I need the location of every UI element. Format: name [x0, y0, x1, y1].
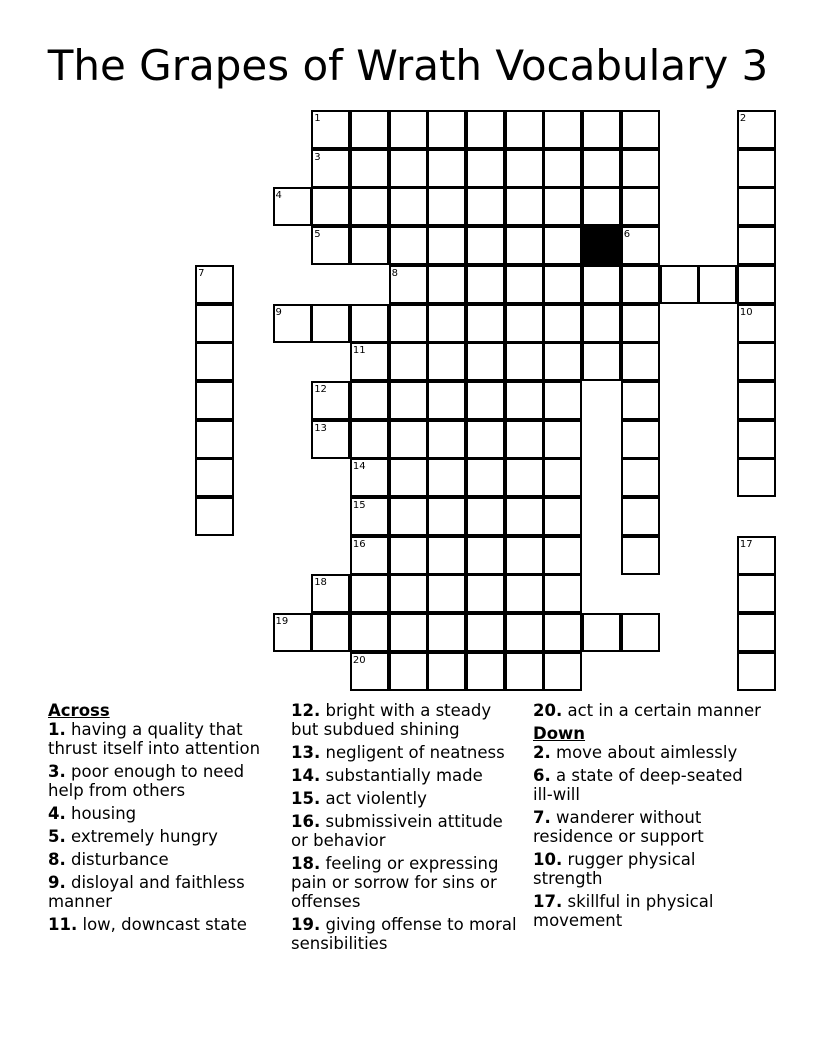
clue-number: 8.	[48, 850, 66, 869]
grid-cell[interactable]	[466, 458, 505, 497]
grid-cell[interactable]	[505, 381, 544, 420]
grid-cell[interactable]	[427, 497, 466, 536]
clue-text: housing	[71, 804, 137, 823]
grid-cell[interactable]	[543, 149, 582, 188]
grid-cell[interactable]	[582, 304, 621, 343]
clue-text: having a quality that thrust itself into attention	[48, 720, 261, 758]
cell-number: 11	[352, 345, 366, 357]
grid-cell[interactable]	[621, 265, 660, 304]
grid-cell[interactable]	[737, 304, 776, 343]
clue-text: feeling or expressing pain or sorrow for sins or offenses	[291, 854, 499, 911]
grid-cell[interactable]	[582, 149, 621, 188]
clue-text: rugger physical strength	[533, 850, 696, 888]
grid-cell[interactable]	[543, 652, 582, 691]
cell-number: 18	[314, 577, 327, 589]
grid-cell[interactable]	[505, 574, 544, 613]
grid-cell[interactable]	[389, 149, 428, 188]
clue-number: 11.	[48, 915, 78, 934]
grid-cell[interactable]	[543, 226, 582, 265]
grid-cell[interactable]	[660, 265, 699, 304]
grid-cell[interactable]	[621, 458, 660, 497]
grid-cell[interactable]	[311, 149, 350, 188]
grid-cell[interactable]	[543, 342, 582, 381]
grid-cell[interactable]	[389, 420, 428, 459]
across-clue	[48, 850, 280, 869]
cell-number: 12	[314, 383, 327, 395]
grid-cell[interactable]	[737, 652, 776, 691]
grid-cell[interactable]	[505, 265, 544, 304]
grid-cell[interactable]	[427, 226, 466, 265]
grid-cell[interactable]	[505, 536, 544, 575]
grid-cell[interactable]	[621, 381, 660, 420]
grid-cell[interactable]	[621, 110, 660, 149]
clue-text: submissivein attitude or behavior	[291, 812, 503, 850]
clue-number: 20.	[533, 701, 563, 720]
across-clue	[48, 873, 280, 911]
grid-cell[interactable]	[582, 342, 621, 381]
grid-cell[interactable]	[505, 342, 544, 381]
grid-cell[interactable]	[543, 110, 582, 149]
grid-cell[interactable]	[273, 304, 312, 343]
grid-cell[interactable]	[195, 381, 234, 420]
grid-cell[interactable]	[466, 265, 505, 304]
clue-text: act violently	[325, 789, 427, 808]
grid-cell[interactable]	[427, 149, 466, 188]
clues-column-2	[291, 701, 521, 957]
grid-cell[interactable]	[311, 420, 350, 459]
clue-text: giving offense to moral sensibilities	[291, 915, 517, 953]
grid-cell[interactable]	[543, 458, 582, 497]
grid-cell[interactable]	[350, 652, 389, 691]
grid-cell[interactable]	[311, 574, 350, 613]
grid-cell[interactable]	[505, 652, 544, 691]
grid-cell[interactable]	[621, 149, 660, 188]
cell-number: 5	[314, 229, 321, 241]
grid-cell[interactable]	[389, 226, 428, 265]
clue-number: 13.	[291, 743, 321, 762]
down-clue	[533, 766, 763, 804]
across-clue	[533, 701, 763, 720]
grid-cell[interactable]	[543, 497, 582, 536]
grid-cell[interactable]	[621, 536, 660, 575]
clue-number: 18.	[291, 854, 321, 873]
grid-cell[interactable]	[737, 187, 776, 226]
grid-cell[interactable]	[350, 304, 389, 343]
clue-text: negligent of neatness	[325, 743, 505, 762]
grid-cell[interactable]	[273, 187, 312, 226]
grid-cell[interactable]	[389, 304, 428, 343]
grid-cell[interactable]	[195, 342, 234, 381]
page-title: The Grapes of Wrath Vocabulary 3	[47, 41, 769, 90]
grid-cell[interactable]	[389, 342, 428, 381]
clue-number: 14.	[291, 766, 321, 785]
grid-cell[interactable]	[389, 187, 428, 226]
grid-cell[interactable]	[466, 652, 505, 691]
cell-number: 10	[739, 306, 753, 318]
grid-cell[interactable]	[505, 149, 544, 188]
down-clue	[533, 743, 763, 762]
grid-cell[interactable]	[427, 574, 466, 613]
grid-cell[interactable]	[737, 265, 776, 304]
cell-number: 20	[352, 654, 366, 666]
grid-cell[interactable]	[389, 574, 428, 613]
grid-cell[interactable]	[505, 226, 544, 265]
grid-cell[interactable]	[582, 613, 621, 652]
grid-cell[interactable]	[350, 381, 389, 420]
clue-text: a state of deep-seated ill-will	[533, 766, 743, 804]
grid-cell[interactable]	[505, 304, 544, 343]
grid-cell[interactable]	[737, 458, 776, 497]
grid-cell[interactable]	[427, 342, 466, 381]
across-clue	[48, 827, 280, 846]
grid-cell[interactable]	[737, 149, 776, 188]
across-clue	[291, 701, 521, 739]
cell-number: 7	[198, 267, 205, 279]
grid-cell[interactable]	[427, 265, 466, 304]
grid-cell[interactable]	[466, 149, 505, 188]
cell-number: 4	[275, 190, 282, 202]
grid-cell[interactable]	[350, 536, 389, 575]
cell-number: 14	[352, 461, 366, 473]
grid-cell[interactable]	[543, 265, 582, 304]
clue-number: 15.	[291, 789, 321, 808]
clue-number: 9.	[48, 873, 66, 892]
grid-cell[interactable]	[505, 497, 544, 536]
grid-cell[interactable]	[543, 536, 582, 575]
clue-number: 4.	[48, 804, 66, 823]
down-clue	[533, 850, 763, 888]
across-clue	[48, 915, 280, 934]
grid-cell[interactable]	[350, 342, 389, 381]
grid-cell[interactable]	[350, 613, 389, 652]
grid-cell[interactable]	[621, 304, 660, 343]
grid-cell[interactable]	[350, 110, 389, 149]
clue-text: poor enough to need help from others	[48, 762, 245, 800]
grid-cell[interactable]	[389, 458, 428, 497]
grid-cell[interactable]	[737, 574, 776, 613]
clue-number: 12.	[291, 701, 321, 720]
across-clue	[291, 789, 521, 808]
grid-cell[interactable]	[466, 304, 505, 343]
grid-cell[interactable]	[427, 420, 466, 459]
clue-text: low, downcast state	[82, 915, 247, 934]
clues-column-3	[533, 701, 763, 934]
grid-cell[interactable]	[427, 187, 466, 226]
grid-cell[interactable]	[350, 458, 389, 497]
grid-cell[interactable]	[505, 110, 544, 149]
grid-cell[interactable]	[389, 381, 428, 420]
grid-cell[interactable]	[543, 187, 582, 226]
down-heading: Down	[533, 724, 586, 743]
grid-cell[interactable]	[311, 187, 350, 226]
cell-number: 19	[275, 616, 289, 628]
grid-cell[interactable]	[273, 613, 312, 652]
across-clue	[291, 915, 521, 953]
grid-cell[interactable]	[543, 381, 582, 420]
grid-cell[interactable]	[427, 613, 466, 652]
grid-cell[interactable]	[582, 187, 621, 226]
grid-cell[interactable]	[427, 536, 466, 575]
cell-number: 2	[739, 113, 747, 124]
grid-cell[interactable]	[505, 187, 544, 226]
grid-cell[interactable]	[195, 265, 234, 304]
grid-cell[interactable]	[621, 497, 660, 536]
grid-cell[interactable]	[389, 497, 428, 536]
across-clue	[291, 766, 521, 785]
grid-cell[interactable]	[737, 613, 776, 652]
grid-cell[interactable]	[427, 381, 466, 420]
down-clue	[533, 892, 763, 930]
grid-cell[interactable]	[466, 613, 505, 652]
grid-cell[interactable]	[389, 265, 428, 304]
across-clue	[48, 720, 280, 758]
clues-column-1	[48, 701, 280, 938]
grid-cell[interactable]	[389, 110, 428, 149]
clue-number: 6.	[533, 766, 551, 785]
across-clue	[48, 762, 280, 800]
clue-text: disturbance	[71, 850, 169, 869]
grid-cell[interactable]	[737, 420, 776, 459]
grid-cell[interactable]	[505, 458, 544, 497]
clue-number: 16.	[291, 812, 321, 831]
clue-text: wanderer without residence or support	[533, 808, 704, 846]
grid-cell[interactable]	[350, 574, 389, 613]
grid-cell[interactable]	[427, 652, 466, 691]
grid-cell[interactable]	[389, 536, 428, 575]
grid-cell[interactable]	[350, 497, 389, 536]
grid-cell[interactable]	[621, 226, 660, 265]
grid-cell[interactable]	[466, 187, 505, 226]
clue-text: disloyal and faithless manner	[48, 873, 245, 911]
grid-cell[interactable]	[350, 187, 389, 226]
grid-cell[interactable]	[466, 381, 505, 420]
across-clue	[48, 804, 280, 823]
grid-cell[interactable]	[621, 187, 660, 226]
grid-cell[interactable]	[466, 110, 505, 149]
clue-number: 1.	[48, 720, 66, 739]
grid-cell[interactable]	[466, 574, 505, 613]
cell-number: 16	[352, 538, 366, 550]
clue-number: 5.	[48, 827, 66, 846]
grid-cell[interactable]	[311, 304, 350, 343]
grid-cell[interactable]	[582, 265, 621, 304]
grid-cell[interactable]	[505, 613, 544, 652]
across-heading: Across	[48, 701, 110, 720]
grid-cell[interactable]	[543, 613, 582, 652]
grid-cell[interactable]	[466, 226, 505, 265]
cell-number: 9	[275, 306, 282, 318]
clue-text: substantially made	[325, 766, 483, 785]
grid-cell[interactable]	[195, 458, 234, 497]
grid-cell[interactable]	[621, 342, 660, 381]
across-clue	[291, 854, 521, 911]
grid-cell[interactable]	[350, 149, 389, 188]
grid-cell[interactable]	[737, 342, 776, 381]
grid-cell[interactable]	[195, 497, 234, 536]
grid-cell[interactable]	[195, 420, 234, 459]
grid-cell[interactable]	[466, 420, 505, 459]
grid-cell[interactable]	[427, 110, 466, 149]
grid-cell[interactable]	[737, 226, 776, 265]
grid-cell[interactable]	[698, 265, 737, 304]
grid-cell[interactable]	[350, 226, 389, 265]
grid-cell[interactable]	[621, 613, 660, 652]
grid-cell[interactable]	[543, 420, 582, 459]
grid-cell[interactable]	[195, 304, 234, 343]
grid-cell[interactable]	[466, 342, 505, 381]
grid-cell[interactable]	[427, 304, 466, 343]
cell-number: 13	[314, 422, 327, 434]
grid-cell[interactable]	[543, 304, 582, 343]
grid-cell[interactable]	[543, 574, 582, 613]
clue-number: 17.	[533, 892, 563, 911]
clue-number: 10.	[533, 850, 563, 869]
grid-cell[interactable]	[389, 613, 428, 652]
clue-text: move about aimlessly	[556, 743, 738, 762]
clue-text: skillful in physical movement	[533, 892, 714, 930]
grid-cell[interactable]	[466, 497, 505, 536]
across-clue	[291, 812, 521, 850]
across-clue	[291, 743, 521, 762]
cell-number: 17	[739, 538, 753, 550]
grid-cell[interactable]	[466, 536, 505, 575]
clue-number: 7.	[533, 808, 551, 827]
grid-cell[interactable]	[350, 420, 389, 459]
grid-cell[interactable]	[737, 110, 776, 149]
black-square	[582, 226, 621, 265]
cell-number: 3	[314, 151, 321, 163]
down-clue	[533, 808, 763, 846]
grid-cell[interactable]	[389, 652, 428, 691]
clue-text: act in a certain manner	[567, 701, 761, 720]
grid-cell[interactable]	[427, 458, 466, 497]
cell-number: 15	[352, 500, 366, 511]
clue-number: 2.	[533, 743, 551, 762]
cell-number: 1	[314, 113, 321, 124]
cell-number: 6	[623, 229, 631, 241]
grid-cell[interactable]	[311, 226, 350, 265]
cell-number: 8	[391, 267, 398, 279]
clue-number: 3.	[48, 762, 66, 781]
grid-cell[interactable]	[737, 536, 776, 575]
clue-text: bright with a steady but subdued shining	[291, 701, 492, 739]
grid-cell[interactable]	[737, 381, 776, 420]
grid-cell[interactable]	[311, 381, 350, 420]
grid-cell[interactable]	[505, 420, 544, 459]
clue-text: extremely hungry	[71, 827, 218, 846]
grid-cell[interactable]	[311, 110, 350, 149]
grid-cell[interactable]	[621, 420, 660, 459]
grid-cell[interactable]	[311, 613, 350, 652]
clue-number: 19.	[291, 915, 321, 934]
grid-cell[interactable]	[582, 110, 621, 149]
